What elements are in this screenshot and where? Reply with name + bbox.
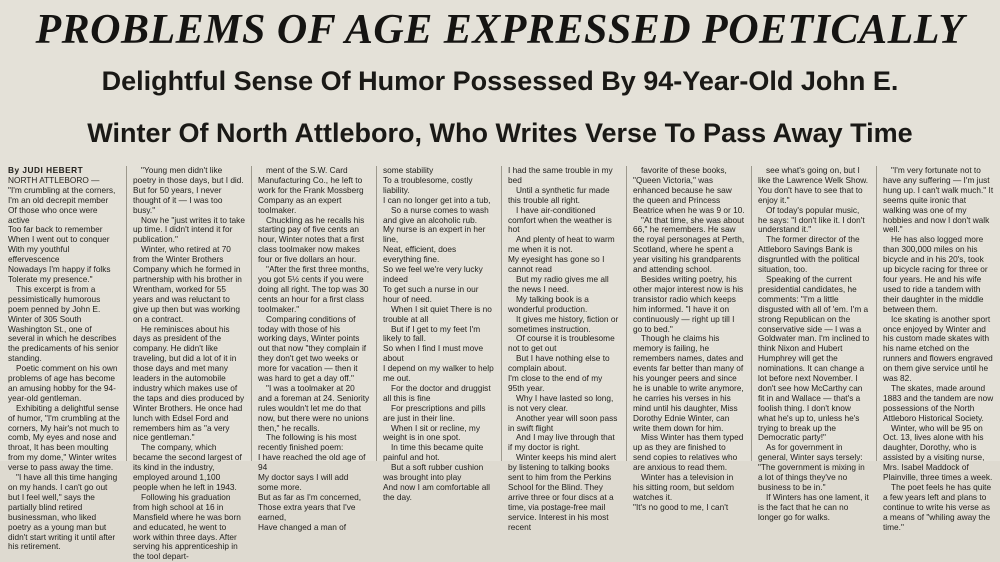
paragraph: Following his graduation from high school at 16 in Mansfield where he was born and educated, he went to work within three days. After serving his apprenticeship in the tool depart- — [133, 491, 241, 562]
paragraph: But my radio gives me all the news I need. — [508, 273, 609, 294]
paragraph: My nurse is an expert in her line, — [383, 224, 486, 245]
paragraph: But as far as I'm concerned, — [258, 491, 362, 502]
paragraph: As for government in general, Winter says tersely: "The government is mixing in a lot of things they've no business to be in." — [758, 442, 865, 492]
paragraph: Another year will soon pass in swift flight — [508, 412, 618, 433]
article-column-1 — [8, 165, 120, 552]
paragraph: I have reached the old age of 94 — [258, 452, 366, 473]
paragraph: Speaking of the current presidential candidates, he comments: "I'm a little disgusted with all of 'em. I'm a strong Republican on the conservative side — I was a Goldwater man. I'm inclined to think Nixon and Hubert Humphrey will get the nominations. It can change a lot before next November. I don't see how McCarthy can fit in and Wallace — that's a foolish thing. I don't know what he's up to, unless he's trying to break up the Democratic party!" — [758, 273, 870, 443]
paragraph: Now he "just writes it to take up time. I didn't intend it for publication." — [133, 214, 245, 245]
paragraph: see what's going on, but I like the Lawrence Welk Show. You don't have to see that to enjoy it." — [758, 165, 869, 205]
paragraph: some stability — [383, 165, 434, 175]
paragraph: When I went out to conquer — [8, 234, 110, 245]
article-column-7 — [758, 165, 870, 522]
paragraph: I can no longer get into a tub, — [383, 194, 491, 205]
paragraph: In time this became quite painful and hot. — [383, 442, 484, 463]
paragraph: Ice skating is another sport once enjoyed by Winter and his custom made skates with his name etched on the runners and flowers engraved on them give service until he was 82. — [883, 313, 993, 384]
paragraph: "It's no good to me, I can't — [633, 501, 729, 512]
paragraph: So when I find I must move about — [383, 343, 484, 364]
paragraph: When I sit quiet There is no trouble at all — [383, 303, 492, 324]
paragraph: I depend on my walker to help me out. — [383, 363, 494, 384]
paragraph: I had the same trouble in my bed — [508, 165, 613, 185]
column-rule — [751, 166, 752, 461]
paragraph: Nowadays I'm happy if folks — [8, 264, 111, 275]
paragraph: Too far back to remember — [8, 224, 103, 235]
article-column-3 — [258, 165, 370, 532]
paragraph: The skates, made around 1883 and the tandem are now possessions of the North Attleboro Historical Society. — [883, 382, 994, 423]
paragraph: My eyesight has gone so I cannot read — [508, 254, 605, 275]
paragraph: The following is his most recently finished poem: — [258, 432, 357, 453]
paragraph: Winter has a television in his sitting room, but seldom watches it. — [633, 472, 734, 502]
paragraph: Chuckling as he recalls his starting pay of five cents an hour, Winter notes that a first class toolmaker now makes four or five dollars an hour. — [258, 214, 365, 265]
paragraph: It gives me history, fiction or sometimes instruction. — [508, 313, 619, 334]
paragraph: Those extra years that I've earned, — [258, 501, 356, 522]
paragraph: The poet feels he has quite a few years left and plans to continue to write his verse as a means of "whiling away the time." — [883, 482, 992, 532]
article-column-4 — [383, 165, 495, 502]
paragraph: With my youthful effervescence — [8, 244, 70, 265]
paragraph: "I have all this time hanging on my hands. I can't go out but I feel well," says the partially blind retired businessman, who liked poetry as a young man but didn't start writing it until after his retirement. — [8, 472, 118, 552]
paragraph: This excerpt is from a pessimistically humorous poem penned by John E. Winter of 305 South Washington St., one of several in which he describes the predicaments of his senior standing. — [8, 283, 119, 364]
paragraph: He has also logged more than 300,000 miles on his bicycle and in his 20's, took up bicycle racing for three or four years. He and his wife used to ride a tandem with their daughter in the middle between them. — [883, 234, 988, 314]
paragraph: And I may live through that if my doctor is right. — [508, 432, 615, 453]
article-column-2 — [133, 165, 245, 562]
subheadline-line-1: Delightful Sense Of Humor Possessed By 94-Year-Old John E. — [101, 66, 899, 96]
paragraph: The former director of the Attleboro Savings Bank is disgruntled with the political situation, too. — [758, 234, 860, 275]
column-rule — [501, 166, 502, 461]
paragraph: Poetic comment on his own problems of age has become an amusing hobby for the 94-year-old gentleman. — [8, 363, 118, 403]
paragraph: "At that time, she was about 66," he remembers. He saw the royal personages at Perth, Scotland, where he spent a year visiting his grandparents and attending school. — [633, 214, 745, 275]
dateline: NORTH ATTLEBORO — — [8, 174, 100, 185]
paragraph: favorite of these books, "Queen Victoria," was enhanced because he saw the queen and Princess Beatrice when he was 9 or 10. — [633, 165, 745, 215]
paragraph: ment of the S.W. Card Manufacturing Co., he left to work for the Frank Mossberg Company as an expert toolmaker. — [258, 165, 364, 215]
byline: By JUDI HEBERT — [8, 165, 84, 175]
paragraph: If Winters has one lament, it is the fact that he can no longer go for walks. — [758, 491, 869, 522]
paragraph: "I'm crumbling at the corners, — [8, 184, 116, 195]
paragraph: I'm an old decrepit member — [8, 194, 109, 205]
paragraph: And plenty of heat to warm me when it is not. — [508, 234, 615, 255]
paragraph: Until a synthetic fur made this trouble all right. — [508, 184, 610, 205]
paragraph: The company, which became the second largest of its kind in the industry, employed around 1,100 people when he left in 1943. — [133, 442, 242, 492]
paragraph: But a soft rubber cushion was brought into play — [383, 462, 484, 483]
paragraph: Besides writing poetry, his other major interest now is his transistor radio which keeps him informed. "I have it on continuously — right up till I go to bed." — [633, 273, 744, 334]
paragraph: To get such a nurse in our hour of need. — [383, 283, 479, 304]
paragraph: Of today's popular music, he says: "I don't like it. I don't understand it." — [758, 204, 865, 235]
subheadline-line-2: Winter Of North Attleboro, Who Writes Verse To Pass Away Time — [87, 118, 913, 148]
paragraph: For prescriptions and pills are just in their line. — [383, 402, 486, 423]
paragraph: For the doctor and druggist all this is fine — [383, 382, 491, 403]
paragraph: Have changed a man of — [258, 521, 347, 532]
paragraph: So we feel we're very lucky indeed — [383, 264, 483, 284]
paragraph: Winter keeps his mind alert by listening to talking books sent to him from the Perkins School for the Blind. They arrive three or four discs at a time, via postage-free mail service. Interest in his most recent — [508, 452, 617, 532]
paragraph: When I sit or recline, my weight is in one spot. — [383, 422, 480, 443]
paragraph: To a troublesome, costly liability. — [383, 174, 473, 195]
column-rule — [876, 166, 877, 461]
column-rule — [251, 166, 252, 461]
column-rule — [376, 166, 377, 461]
column-rule — [626, 166, 627, 461]
paragraph: "I was a toolmaker at 20 and a foreman at 24. Seniority rules wouldn't let me do that now, but there were no unions then," he recalls. — [258, 382, 370, 433]
paragraph: I'm close to the end of my 95th year. — [508, 373, 603, 393]
paragraph: "I'm very fortunate not to have any suffering — I'm just hung up. I can't walk much." It seems quite ironic that walking was one of my hobbies and now I don't walk well." — [883, 165, 994, 235]
paragraph: So a nurse comes to wash and give an alcoholic rub. — [383, 204, 489, 225]
article-column-5 — [508, 165, 620, 532]
paragraph: Why I have lasted so long, is not very clear. — [508, 392, 614, 413]
article-column-8 — [883, 165, 995, 532]
headline: PROBLEMS OF AGE EXPRESSED POETICALLY — [35, 7, 965, 53]
column-rule — [126, 166, 127, 461]
paragraph: My doctor says I will add some more. — [258, 472, 349, 492]
paragraph: Tolerate my presence." — [8, 273, 93, 284]
paragraph: "After the first three months, you got 5½ cents if you were doing all right. The top was 30 cents an hour for a first class toolmaker." — [258, 264, 370, 314]
paragraph: And now I am comfortable all the day. — [383, 482, 490, 502]
paragraph: Of those who once were active — [8, 204, 98, 225]
paragraph: "Young men didn't like poetry in those days, but I did. But for 50 years, I never thought of it — I was too busy." — [133, 165, 244, 215]
paragraph: But if I get to my feet I'm likely to fall. — [383, 323, 481, 344]
paragraph: Miss Winter has them typed up as they are finished to send copies to relatives who are anxious to read them. — [633, 432, 744, 473]
paragraph: My talking book is a wonderful production. — [508, 293, 589, 314]
article-column-6 — [633, 165, 745, 512]
paragraph: Winter, who retired at 70 from the Winter Brothers Company which he formed in partnership with his brother in Wrentham, worked for 55 years and was reluctant to give up then but was working on a contract. — [133, 244, 242, 324]
paragraph: Comparing conditions of today with those of his working days, Winter points out that now "they complain if they don't get two weeks or more for vacation — then it was hard to get a day off." — [258, 313, 367, 384]
paragraph: He reminisces about his days as president of the company. He didn't like traveling, but did a lot of it in those days and met many leaders in the automobile industry which makes use of the taps and dies produced by Winter Brothers. He once had lunch with Edsel Ford and remembers him as "a very nice gentleman." — [133, 323, 245, 443]
paragraph: Of course it is troublesome not to get out — [508, 333, 615, 354]
paragraph: But I have nothing else to complain about. — [508, 353, 610, 374]
paragraph: Though he claims his memory is failing, he remembers names, dates and events far better than many of his younger peers and since he is unable to write anymore, he carries his verses in his mind until his daughter, Miss Dorothy Ednie Winter, can write them down for him. — [633, 333, 744, 433]
paragraph: Neat, efficient, does everything fine. — [383, 244, 457, 265]
paragraph: Exhibiting a delightful sense of humor, "I'm crumbling at the corners, My hair's not much to comb, My eyes and nose and throat, It has been moulting from my dome," Winter writes verse to pass away the time. — [8, 402, 120, 473]
paragraph: I have air-conditioned comfort when the weather is hot — [508, 204, 612, 235]
paragraph: Winter, who will be 95 on Oct. 13, lives alone with his daughter, Dorothy, who is assisted by a visiting nurse, Mrs. Isabel Maddock of Plainville, three times a week. — [883, 422, 993, 483]
